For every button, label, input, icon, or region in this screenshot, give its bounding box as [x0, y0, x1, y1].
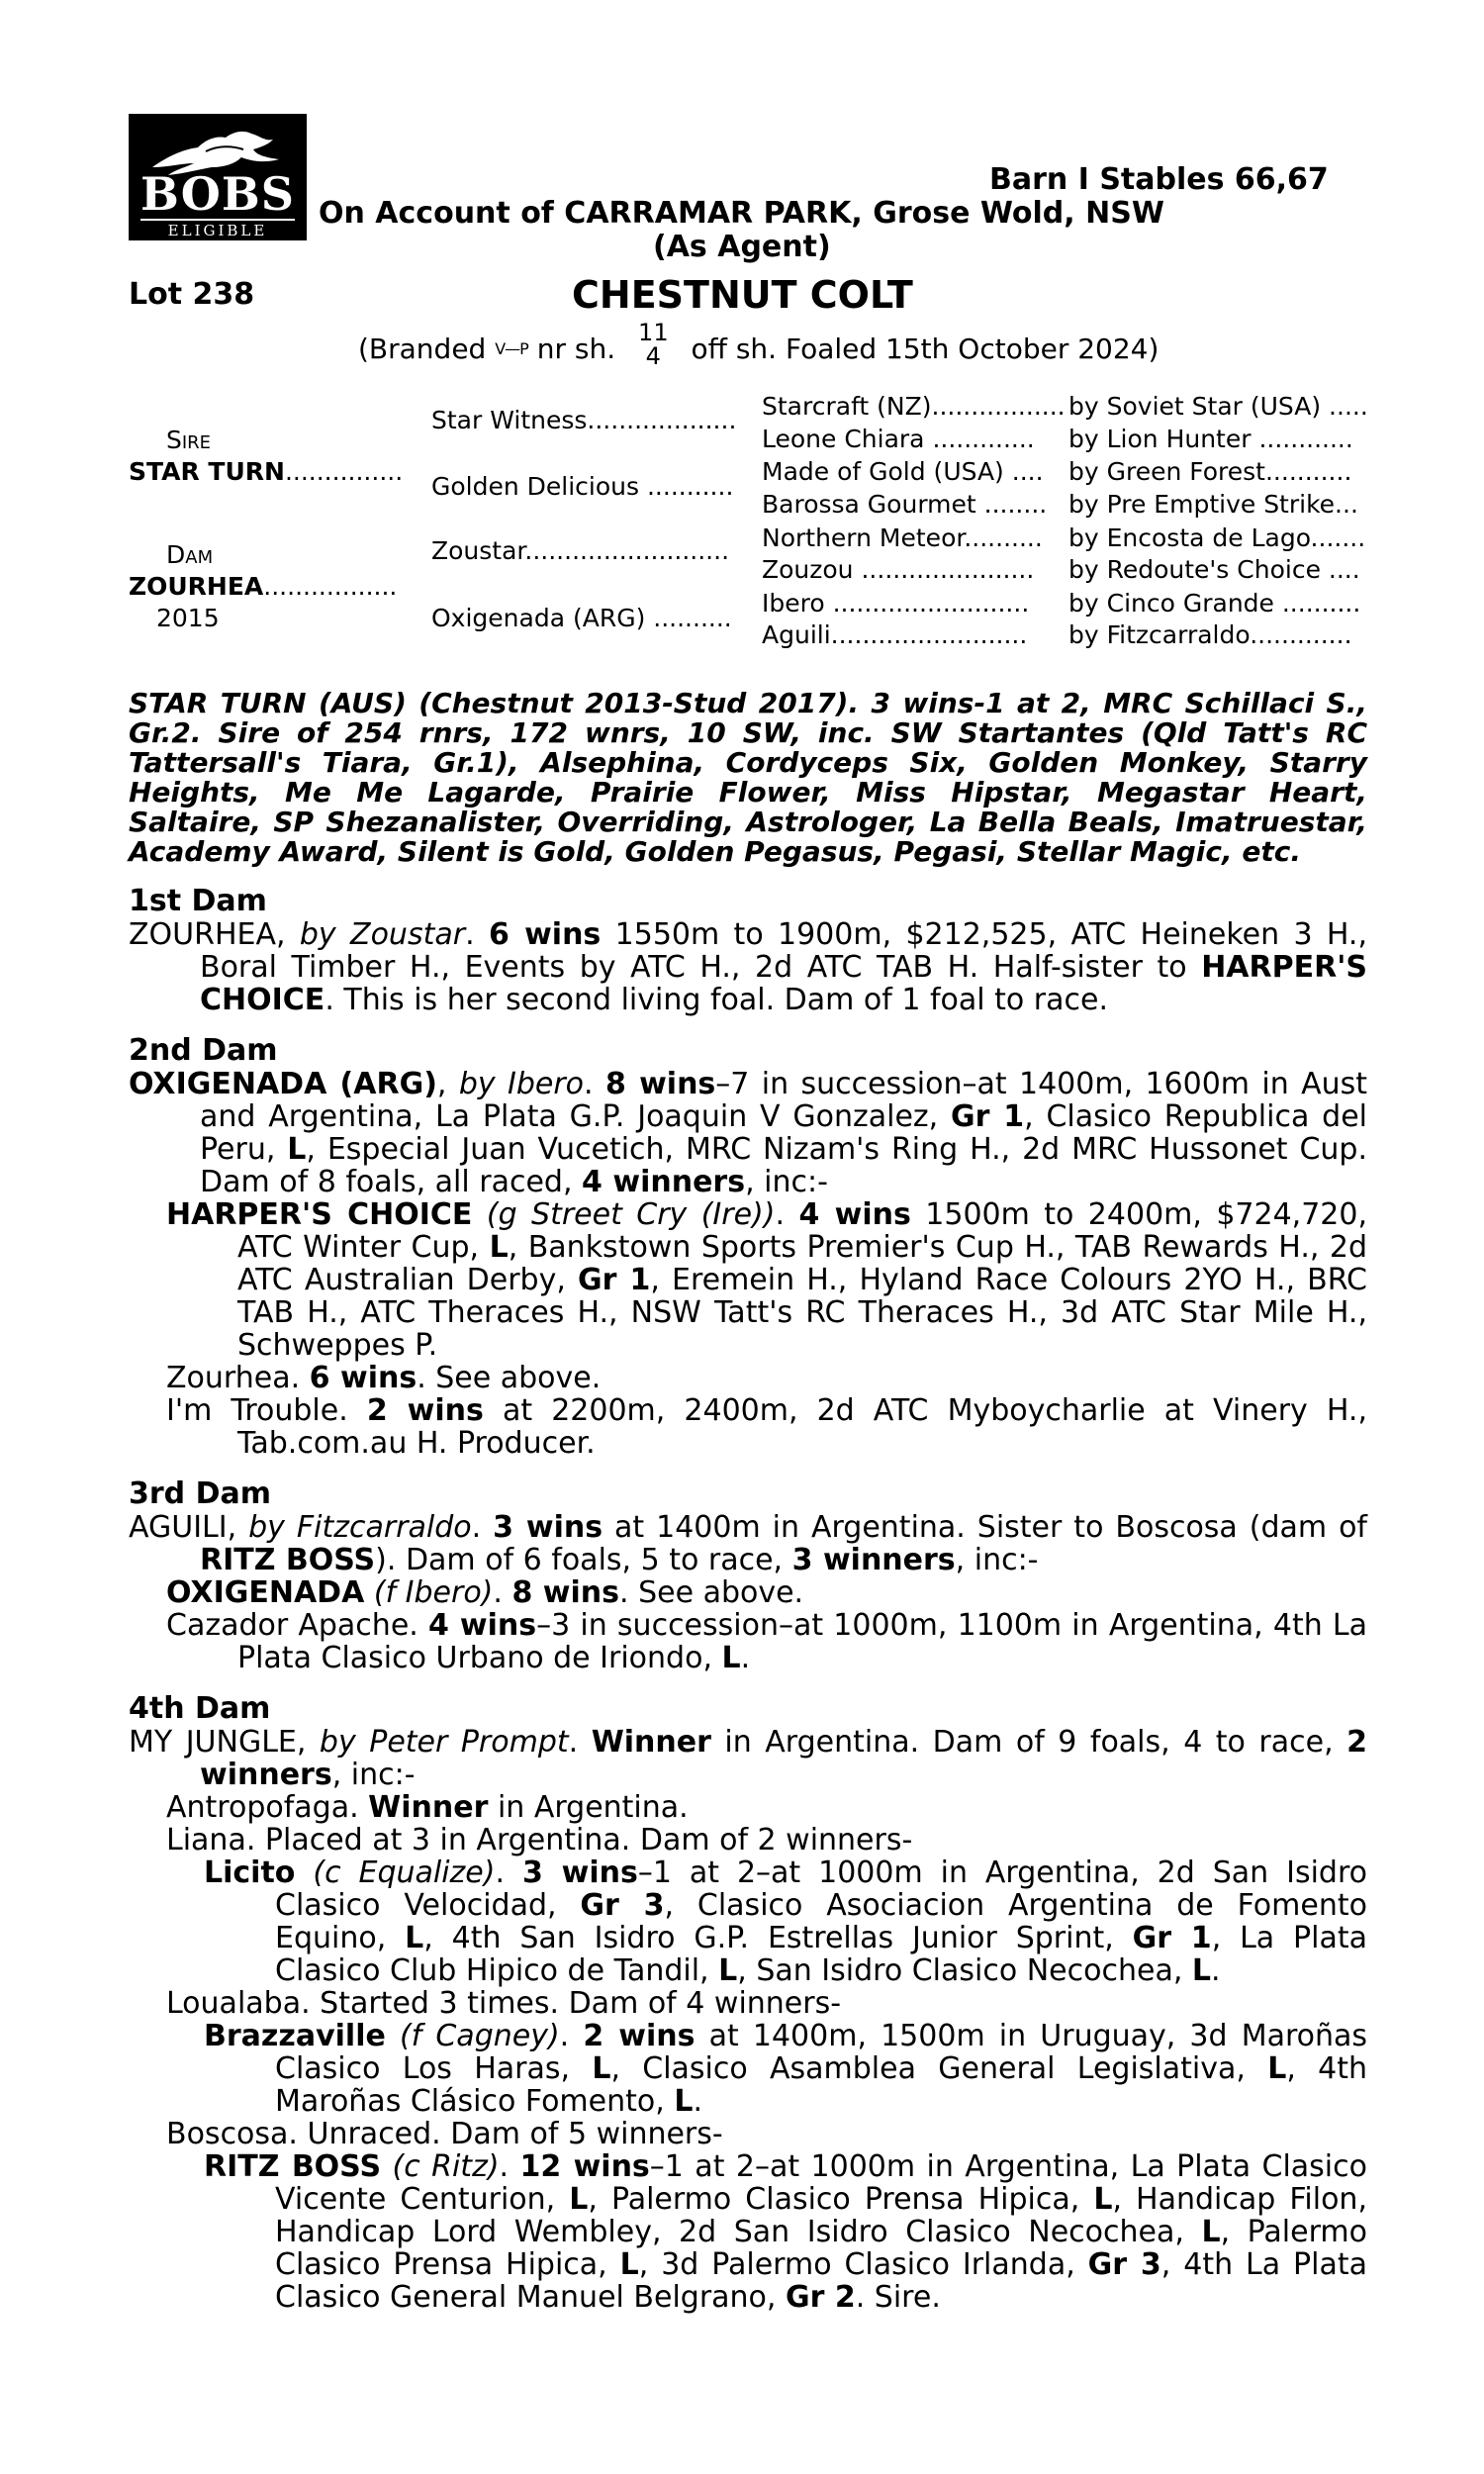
txt: Winner: [591, 1725, 711, 1760]
progeny-entry: [166, 1791, 1367, 1824]
txt: , Clasico Republica del Peru,: [200, 1099, 1368, 1167]
txt: 4 wins: [798, 1197, 911, 1232]
txt: Gr 3: [1087, 2247, 1161, 2282]
txt: . This is her second living foal. Dam of 1 foal to race.: [325, 983, 1109, 1017]
txt: 2 winners: [200, 1725, 1367, 1792]
fraction-bottom: 4: [645, 342, 661, 370]
txt: (f Ibero): [373, 1575, 494, 1610]
progeny-entry: [204, 1856, 1367, 1987]
txt: HARPER'S CHOICE: [166, 1197, 473, 1232]
txt: RITZ BOSS: [200, 1543, 376, 1577]
txt: (c Ritz): [392, 2149, 500, 2184]
txt: 8 wins: [604, 1067, 716, 1101]
third-dam-entry: [129, 1511, 1367, 1576]
pedigree-gen3-sire-6: by Redoute's Choice ....: [1068, 555, 1360, 584]
txt: , inc:-: [745, 1165, 828, 1199]
txt: AGUILI,: [129, 1510, 249, 1545]
txt: .: [775, 1197, 799, 1232]
txt: MY JUNGLE,: [129, 1725, 320, 1760]
third-dam-heading: 3rd Dam: [129, 1476, 271, 1511]
pedigree-gen3-3: Made of Gold (USA) ....: [762, 457, 1044, 486]
brand-foaled-line: [358, 319, 1159, 374]
txt: Antropofaga.: [166, 1790, 369, 1825]
branded-label: (Branded: [358, 333, 487, 365]
txt: –3 in succession–at 1000m, 1100m in Argentina, 4th La Plata Clasico Urbano de Iriondo,: [237, 1608, 1367, 1675]
pedigree-gen3-sire-3: by Green Forest...........: [1068, 457, 1352, 486]
txt: [472, 1197, 486, 1232]
txt: Gr 3: [580, 1888, 665, 1923]
txt: L: [405, 1921, 424, 1955]
brand-position: nr sh.: [536, 333, 616, 365]
txt: 3 wins: [521, 1856, 638, 1890]
second-dam-heading: 2nd Dam: [129, 1033, 278, 1068]
txt: Winner: [368, 1790, 489, 1825]
txt: .: [584, 1067, 605, 1101]
txt: at 2200m, 2400m, 2d ATC Myboycharlie at Vinery H., Tab.com.au H. Producer.: [237, 1393, 1367, 1461]
logo-tagline: ELIGIBLE: [140, 219, 295, 239]
txt: . See above.: [619, 1575, 804, 1610]
txt: , Especial Juan Vucetich, MRC Nizam's Ring H., 2d MRC Hussonet Cup. Dam of 8 foals, all raced,: [200, 1132, 1368, 1199]
dam-label: Dam: [166, 540, 214, 569]
txt: (g Street Cry (Ire)): [486, 1197, 776, 1232]
pedigree-gen3-1: Starcraft (NZ).................: [762, 392, 1066, 421]
pedigree-gen2-4: Oxigenada (ARG) ..........: [431, 604, 732, 632]
txt: L: [619, 2247, 639, 2282]
fourth-dam-heading: 4th Dam: [129, 1691, 271, 1726]
pedigree-gen2-1: Star Witness...................: [431, 406, 737, 434]
progeny-entry: [166, 1987, 1367, 2020]
foaled-date: off sh. Foaled 15th October 2024): [691, 333, 1159, 365]
progeny-entry: [166, 1394, 1367, 1460]
txt: .: [693, 2084, 702, 2119]
txt: –1 at 2–at 1000m in Argentina, La Plata Clasico Vicente Centurion,: [275, 2149, 1367, 2217]
txt: 6 wins: [309, 1361, 417, 1395]
txt: 1500m to 2400m, $724,720, ATC Winter Cup,: [237, 1197, 1368, 1265]
dam-name: [129, 572, 397, 601]
txt: Cazador Apache.: [166, 1608, 428, 1643]
txt: Zourhea.: [166, 1361, 310, 1395]
txt: 2 wins: [583, 2019, 696, 2053]
pedigree-gen3-6: Zouzou ......................: [762, 555, 1035, 584]
dam-dots: .................: [263, 572, 398, 601]
txt: ZOURHEA,: [129, 917, 300, 952]
txt: L: [1267, 2051, 1287, 2086]
txt: Gr 1: [578, 1263, 651, 1297]
txt: [364, 1575, 374, 1610]
txt: OXIGENADA (ARG): [129, 1067, 437, 1101]
second-dam-entry: [129, 1068, 1367, 1198]
txt: , inc:-: [331, 1758, 416, 1792]
txt: Gr 2: [785, 2280, 856, 2315]
txt: , Handicap Filon, Handicap Lord Wembley, 2d San Isidro Clasico Necochea,: [275, 2182, 1367, 2249]
progeny-entry: [204, 2150, 1367, 2314]
dam-year: 2015: [156, 604, 220, 632]
logo-brand: BOBS: [140, 167, 295, 221]
txt: , Bankstown Sports Premier's Cup H., TAB Rewards H., 2d ATC Australian Derby,: [237, 1230, 1367, 1297]
txt: . Sire.: [855, 2280, 941, 2315]
sire-label: Sire: [166, 426, 212, 454]
sire-name-text: STAR TURN: [129, 457, 285, 486]
txt: by Fitzcarraldo: [248, 1510, 472, 1545]
progeny-entry: [166, 1576, 1367, 1609]
txt: RITZ BOSS: [204, 2149, 382, 2184]
sire-dots: ...............: [284, 457, 404, 486]
txt: L: [287, 1132, 307, 1167]
pedigree-gen3-sire-1: by Soviet Star (USA) .....: [1068, 392, 1368, 421]
txt: L: [674, 2084, 694, 2119]
txt: at 1400m in Argentina. Sister to Boscosa (dam of: [603, 1510, 1367, 1545]
dam-name-text: ZOURHEA: [129, 572, 264, 601]
txt: Licito: [204, 1856, 296, 1890]
txt: [381, 2149, 392, 2184]
pedigree-gen3-7: Ibero .........................: [762, 589, 1030, 618]
txt: , Clasico Asociacion Argentina de Fomento Equino,: [275, 1888, 1367, 1955]
txt: Gr 1: [1132, 1921, 1212, 1955]
txt: 12 wins: [519, 2149, 650, 2184]
txt: 6 wins: [488, 917, 602, 952]
fourth-dam-entry: [129, 1726, 1367, 1791]
progeny-entry: [166, 1824, 1367, 1856]
catalogue-body: [129, 661, 1367, 2314]
bobs-eligible-logo: [129, 114, 307, 240]
fraction-top: 11: [638, 319, 669, 346]
txt: by Peter Prompt: [319, 1725, 569, 1760]
lot-number: Lot 238: [129, 277, 255, 312]
txt: .: [568, 1725, 592, 1760]
progeny-entry: [166, 1362, 1367, 1394]
pedigree-gen3-sire-5: by Encosta de Lago.......: [1068, 523, 1366, 552]
txt: L: [1201, 2215, 1221, 2249]
txt: , 4th San Isidro G.P. Estrellas Junior Sprint,: [423, 1921, 1133, 1955]
progeny-entry: [166, 1609, 1367, 1674]
page-title: CHESTNUT COLT: [572, 273, 913, 317]
txt: , Eremein H., Hyland Race Colours 2YO H., BRC TAB H., ATC Theraces H., NSW Tatt's RC Theraces H., 3d ATC Star Mile H., Schweppes P.: [237, 1263, 1367, 1363]
barn-stables: Barn I Stables 66,67: [989, 162, 1329, 197]
txt: , Clasico Asamblea General Legislativa,: [610, 2051, 1268, 2086]
txt: .: [740, 1641, 751, 1675]
txt: .: [1211, 1953, 1221, 1988]
txt: HARPER'S CHOICE: [200, 950, 1367, 1017]
txt: 2 wins: [366, 1393, 484, 1428]
txt: [295, 1856, 313, 1890]
brand-age-fraction: [638, 321, 669, 368]
txt: ,: [436, 1067, 459, 1101]
txt: by Ibero: [458, 1067, 585, 1101]
txt: Loualaba. Started 3 times. Dam of 4 winners-: [166, 1986, 842, 2021]
sire-description: STAR TURN (AUS) (Chestnut 2013-Stud 2017). 3 wins-1 at 2, MRC Schillaci S., Gr.2. Sire of 254 rnrs, 172 wnrs, 10 SW, inc. SW Startantes (Qld Tatt's RC Tattersall's Tiara, Gr.1), Alsephina, Cordyceps Six, Golden Monkey, Starry Heights, Me Me Lagarde, Prairie Flower, Miss Hipstar, Megastar Heart, Saltaire, SP Shezanalister, Overriding, Astrologer, La Bella Beals, Imatruestar, Academy Award, Silent is Gold, Golden Pegasus, Pegasi, Stellar Magic, etc.: [129, 687, 1367, 868]
txt: .: [471, 1510, 494, 1545]
txt: 4 wins: [427, 1608, 537, 1643]
txt: L: [592, 2051, 611, 2086]
pedigree-gen3-5: Northern Meteor..........: [762, 523, 1043, 552]
txt: L: [569, 2182, 589, 2217]
txt: , La Plata Clasico Club Hipico de Tandil,: [275, 1921, 1367, 1988]
txt: , Palermo Clasico Prensa Hipica,: [588, 2182, 1094, 2217]
pedigree-gen2-2: Golden Delicious ...........: [431, 472, 734, 501]
txt: (c Equalize): [313, 1856, 496, 1890]
progeny-entry: [166, 2118, 1367, 2150]
txt: .: [493, 1575, 512, 1610]
txt: in Argentina. Dam of 9 foals, 4 to race,: [710, 1725, 1347, 1760]
pedigree-gen3-sire-7: by Cinco Grande ..........: [1068, 589, 1361, 618]
txt: OXIGENADA: [166, 1575, 365, 1610]
pedigree-gen3-8: Aguili.........................: [762, 620, 1028, 649]
txt: .: [465, 917, 489, 952]
txt: 8 wins: [511, 1575, 619, 1610]
txt: , 4th La Plata Clasico General Manuel Belgrano,: [275, 2247, 1367, 2315]
txt: , 3d Palermo Clasico Irlanda,: [638, 2247, 1088, 2282]
account-line: On Account of CARRAMAR PARK, Grose Wold, NSW: [319, 196, 1164, 231]
pedigree-gen3-2: Leone Chiara .............: [762, 425, 1035, 453]
progeny-entry: [166, 1198, 1367, 1362]
txt: , San Isidro Clasico Necochea,: [737, 1953, 1192, 1988]
pedigree-gen2-3: Zoustar..........................: [431, 536, 730, 565]
brand-mark: V—P: [495, 339, 528, 358]
progeny-entry: [204, 2020, 1367, 2118]
txt: by Zoustar: [299, 917, 466, 952]
txt: .: [499, 2149, 520, 2184]
pedigree-gen3-sire-4: by Pre Emptive Strike...: [1068, 490, 1358, 519]
txt: 3 winners: [791, 1543, 956, 1577]
txt: .: [559, 2019, 584, 2053]
txt: , inc:-: [955, 1543, 1039, 1577]
first-dam-entry: [129, 918, 1367, 1016]
pedigree-gen3-sire-8: by Fitzcarraldo.............: [1068, 620, 1352, 649]
txt: –7 in succession–at 1400m, 1600m in Aust and Argentina, La Plata G.P. Joaquin V Gonzalez,: [200, 1067, 1368, 1134]
txt: L: [489, 1230, 509, 1265]
txt: L: [718, 1953, 738, 1988]
first-dam-heading: 1st Dam: [129, 884, 267, 918]
txt: (f Cagney): [399, 2019, 560, 2053]
txt: Brazzaville: [204, 2019, 386, 2053]
txt: 1550m to 1900m, $212,525, ATC Heineken 3 H., Boral Timber H., Events by ATC H., 2d ATC TAB H. Half-sister to: [200, 917, 1368, 985]
txt: L: [1093, 2182, 1113, 2217]
sire-name: [129, 457, 403, 486]
txt: Gr 1: [951, 1099, 1025, 1134]
txt: , 4th Maroñas Clásico Fomento,: [275, 2051, 1368, 2119]
txt: ). Dam of 6 foals, 5 to race,: [375, 1543, 792, 1577]
txt: Liana. Placed at 3 in Argentina. Dam of 2 winners-: [166, 1823, 913, 1857]
txt: L: [1191, 1953, 1212, 1988]
txt: at 1400m, 1500m in Uruguay, 3d Maroñas Clasico Los Haras,: [275, 2019, 1368, 2086]
txt: . See above.: [417, 1361, 602, 1395]
pedigree-gen3-4: Barossa Gourmet ........: [762, 490, 1048, 519]
txt: Boscosa. Unraced. Dam of 5 winners-: [166, 2117, 723, 2151]
txt: .: [495, 1856, 522, 1890]
txt: , Palermo Clasico Prensa Hipica,: [275, 2215, 1367, 2282]
txt: [386, 2019, 400, 2053]
txt: 3 wins: [493, 1510, 603, 1545]
agent-line: (As Agent): [653, 230, 831, 264]
txt: L: [721, 1641, 741, 1675]
txt: –1 at 2–at 1000m in Argentina, 2d San Isidro Clasico Velocidad,: [275, 1856, 1367, 1923]
txt: in Argentina.: [488, 1790, 689, 1825]
txt: 4 winners: [582, 1165, 746, 1199]
txt: I'm Trouble.: [166, 1393, 367, 1428]
pedigree-gen3-sire-2: by Lion Hunter ............: [1068, 425, 1353, 453]
